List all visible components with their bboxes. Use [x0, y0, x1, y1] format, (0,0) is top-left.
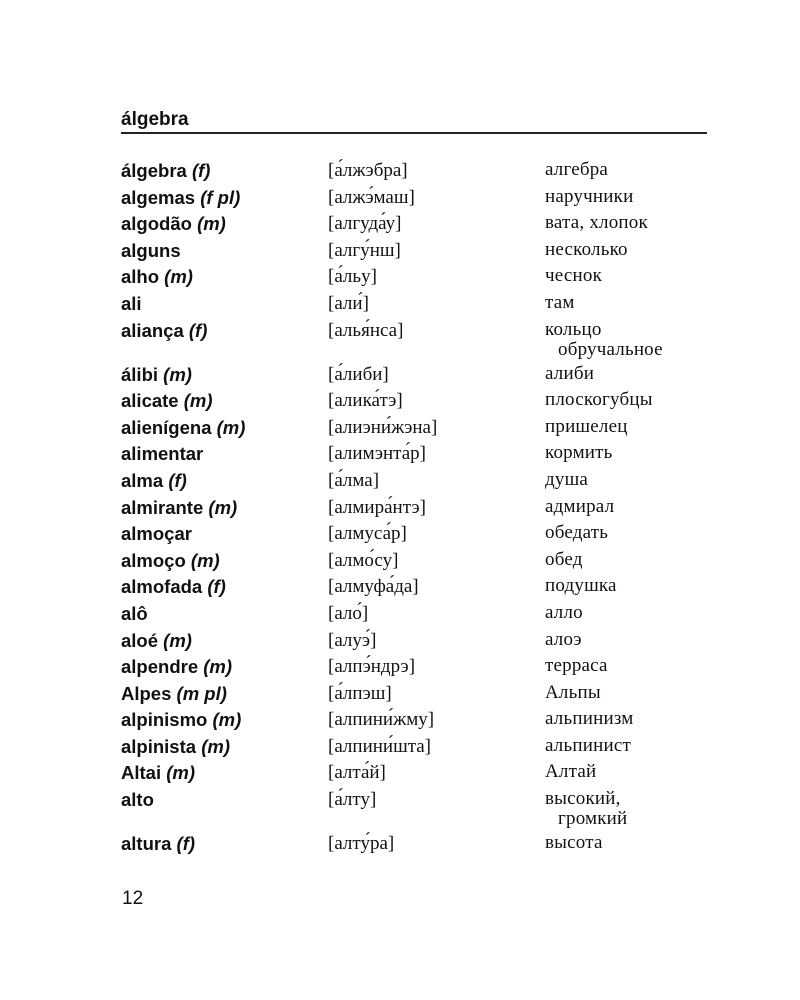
translation-line: вата, хлопок	[545, 212, 648, 234]
headword-text: alto	[121, 789, 154, 811]
pronunciation: [алмира́нтэ]	[328, 496, 426, 518]
headword-text: alpendre	[121, 656, 199, 678]
translation	[545, 160, 715, 180]
headword-text: alô	[121, 602, 148, 624]
dictionary-entry	[121, 390, 707, 417]
headword	[121, 709, 241, 731]
translation	[545, 603, 715, 623]
grammatical-gender: (m)	[216, 416, 246, 438]
pronunciation: [алиэни́жэна]	[328, 416, 438, 438]
headword-text: almirante	[121, 496, 204, 518]
translation-line: душа	[545, 468, 589, 490]
grammatical-gender: (m)	[203, 656, 233, 678]
grammatical-gender: (f)	[168, 469, 187, 491]
translation	[545, 497, 715, 517]
grammatical-gender: (m)	[208, 496, 238, 518]
translation	[545, 550, 715, 570]
dictionary-entry	[121, 470, 707, 497]
grammatical-gender: (f)	[207, 576, 226, 598]
dictionary-entry	[121, 320, 707, 364]
pronunciation: [алгуда́у]	[328, 213, 402, 235]
dictionary-entry	[121, 523, 707, 550]
pronunciation: [алпини́жму]	[328, 709, 435, 731]
headword	[121, 603, 148, 625]
dictionary-entry	[121, 160, 707, 187]
headword	[121, 213, 226, 235]
grammatical-gender: (m)	[163, 363, 192, 385]
translation-line: алгебра	[545, 159, 609, 180]
translation	[545, 762, 715, 782]
grammatical-gender: (m)	[163, 629, 192, 651]
headword	[121, 417, 245, 439]
translation-line: громкий	[558, 808, 628, 830]
headword-text: almofada	[121, 576, 203, 598]
pronunciation: [алжэ́маш]	[328, 186, 415, 208]
pronunciation: [алмо́су]	[328, 549, 399, 571]
headword	[121, 320, 207, 342]
pronunciation: [алпэ́ндрэ]	[328, 656, 416, 678]
headword	[121, 266, 193, 288]
pronunciation: [алгу́нш]	[328, 239, 401, 261]
pronunciation: [а́лпэш]	[328, 682, 392, 704]
grammatical-gender: (m)	[190, 549, 220, 571]
headword	[121, 187, 240, 209]
translation	[545, 470, 715, 490]
pronunciation: [алимэнта́р]	[328, 443, 426, 465]
translation	[545, 364, 715, 384]
headword-text: alpinista	[121, 735, 197, 757]
headword-text: alho	[121, 266, 160, 288]
headword	[121, 390, 213, 412]
headword	[121, 240, 181, 262]
headword-text: algodão	[121, 213, 192, 235]
headword	[121, 630, 192, 652]
pronunciation: [алика́тэ]	[328, 390, 403, 412]
headword-text: álgebra	[121, 160, 187, 181]
dictionary-entry	[121, 576, 707, 603]
translation-line: там	[545, 291, 575, 313]
translation-line: алоэ	[545, 628, 582, 650]
dictionary-entry	[121, 364, 707, 391]
headword-text: almoço	[121, 549, 186, 571]
pronunciation: [алмуса́р]	[328, 523, 407, 545]
translation-line: алло	[545, 601, 583, 623]
pronunciation: [а́льу]	[328, 266, 377, 288]
translation-line: наручники	[545, 185, 634, 207]
pronunciation: [али́]	[328, 292, 369, 314]
headword	[121, 550, 220, 572]
headword	[121, 523, 192, 545]
dictionary-entry	[121, 443, 707, 470]
headword-text: Altai	[121, 762, 162, 784]
headword-text: álibi	[121, 363, 159, 385]
dictionary-entry	[121, 603, 707, 630]
pronunciation: [а́лжэбра]	[328, 160, 408, 181]
headword	[121, 736, 230, 758]
grammatical-gender: (f)	[188, 319, 208, 341]
translation	[545, 630, 715, 650]
pronunciation: [ало́]	[328, 602, 369, 624]
dictionary-entry	[121, 789, 707, 833]
pronunciation: [а́либи]	[328, 363, 389, 385]
pronunciation: [алуэ́]	[328, 629, 377, 651]
headword	[121, 576, 226, 598]
headword-text: aloé	[121, 629, 159, 651]
translation	[545, 683, 715, 703]
grammatical-gender: (m)	[201, 735, 230, 757]
dictionary-entry	[121, 293, 707, 320]
dictionary-entry	[121, 550, 707, 577]
grammatical-gender: (m pl)	[176, 682, 227, 704]
page-number: 12	[122, 888, 144, 909]
translation-line: Альпы	[545, 681, 601, 703]
headword-text: alimentar	[121, 443, 204, 465]
headword	[121, 470, 187, 492]
translation-line: высота	[545, 832, 603, 854]
dictionary-entry	[121, 417, 707, 444]
headword	[121, 683, 227, 705]
translation-line: обедать	[545, 522, 609, 544]
translation	[545, 656, 715, 676]
headword-text: almoçar	[121, 523, 192, 545]
translation	[545, 417, 715, 437]
headword-text: alicate	[121, 390, 179, 412]
headword	[121, 364, 192, 386]
dictionary-entry	[121, 497, 707, 524]
headword-text: aliança	[121, 319, 184, 341]
dictionary-entry	[121, 833, 707, 860]
headword-text: altura	[121, 833, 172, 855]
running-head-word: álgebra	[121, 109, 189, 130]
running-header	[121, 108, 707, 134]
translation-line: плоскогубцы	[545, 389, 653, 411]
translation	[545, 709, 715, 729]
headword	[121, 833, 195, 855]
translation-line: подушка	[545, 575, 617, 597]
grammatical-gender: (m)	[183, 390, 213, 412]
pronunciation: [алья́нса]	[328, 319, 404, 341]
translation	[545, 266, 715, 286]
translation	[545, 736, 715, 756]
headword	[121, 497, 237, 519]
headword-text: alpinismo	[121, 709, 208, 731]
translation-line: Алтай	[545, 761, 597, 783]
translation-line: пришелец	[545, 415, 628, 437]
translation-line: алиби	[545, 362, 595, 384]
pronunciation: [а́лма]	[328, 469, 380, 491]
grammatical-gender: (f)	[176, 833, 196, 855]
headword	[121, 762, 195, 784]
headword-text: alguns	[121, 239, 181, 261]
translation-line: высокий,	[545, 788, 621, 810]
translation	[545, 443, 715, 463]
dictionary-entry	[121, 240, 707, 267]
headword-text: alma	[121, 469, 164, 491]
headword-text: algemas	[121, 186, 196, 208]
dictionary-entry	[121, 630, 707, 657]
translation-line: адмирал	[545, 495, 615, 517]
grammatical-gender: (m)	[164, 266, 193, 288]
headword-text: alienígena	[121, 416, 212, 438]
translation	[545, 293, 715, 313]
translation	[545, 320, 715, 360]
translation	[545, 240, 715, 260]
grammatical-gender: (f)	[191, 160, 211, 181]
headword	[121, 160, 210, 182]
translation	[545, 523, 715, 543]
translation-line: несколько	[545, 238, 628, 260]
pronunciation: [алпини́шта]	[328, 735, 432, 757]
translation	[545, 213, 715, 233]
headword	[121, 656, 232, 678]
grammatical-gender: (m)	[166, 762, 196, 784]
grammatical-gender: (f pl)	[200, 186, 241, 208]
grammatical-gender: (m)	[197, 213, 226, 235]
dictionary-entry	[121, 762, 707, 789]
pronunciation: [алмуфа́да]	[328, 576, 419, 598]
translation	[545, 576, 715, 596]
translation-line: альпинист	[545, 734, 631, 756]
translation	[545, 390, 715, 410]
dictionary-entry	[121, 683, 707, 710]
headword-text: ali	[121, 292, 142, 314]
translation-line: альпинизм	[545, 708, 634, 730]
pronunciation: [алта́й]	[328, 762, 386, 784]
translation-line: кормить	[545, 442, 613, 464]
headword	[121, 443, 203, 465]
translation-line: обед	[545, 548, 583, 570]
translation-line: кольцо	[545, 318, 602, 340]
dictionary-entry	[121, 213, 707, 240]
dictionary-entry	[121, 266, 707, 293]
grammatical-gender: (m)	[212, 709, 242, 731]
dictionary-entry	[121, 709, 707, 736]
translation-line: терраса	[545, 655, 608, 677]
dictionary-entry	[121, 736, 707, 763]
translation-line: чеснок	[545, 265, 602, 287]
translation	[545, 789, 715, 829]
dictionary-entry	[121, 656, 707, 683]
translation	[545, 833, 715, 853]
dictionary-entry-list	[121, 160, 707, 860]
pronunciation: [а́лту]	[328, 789, 377, 811]
dictionary-entry	[121, 187, 707, 214]
translation-line: обручальное	[558, 338, 663, 360]
headword-text: Alpes	[121, 682, 172, 704]
pronunciation: [алту́ра]	[328, 833, 395, 855]
headword	[121, 293, 142, 315]
translation	[545, 187, 715, 207]
headword	[121, 789, 154, 811]
